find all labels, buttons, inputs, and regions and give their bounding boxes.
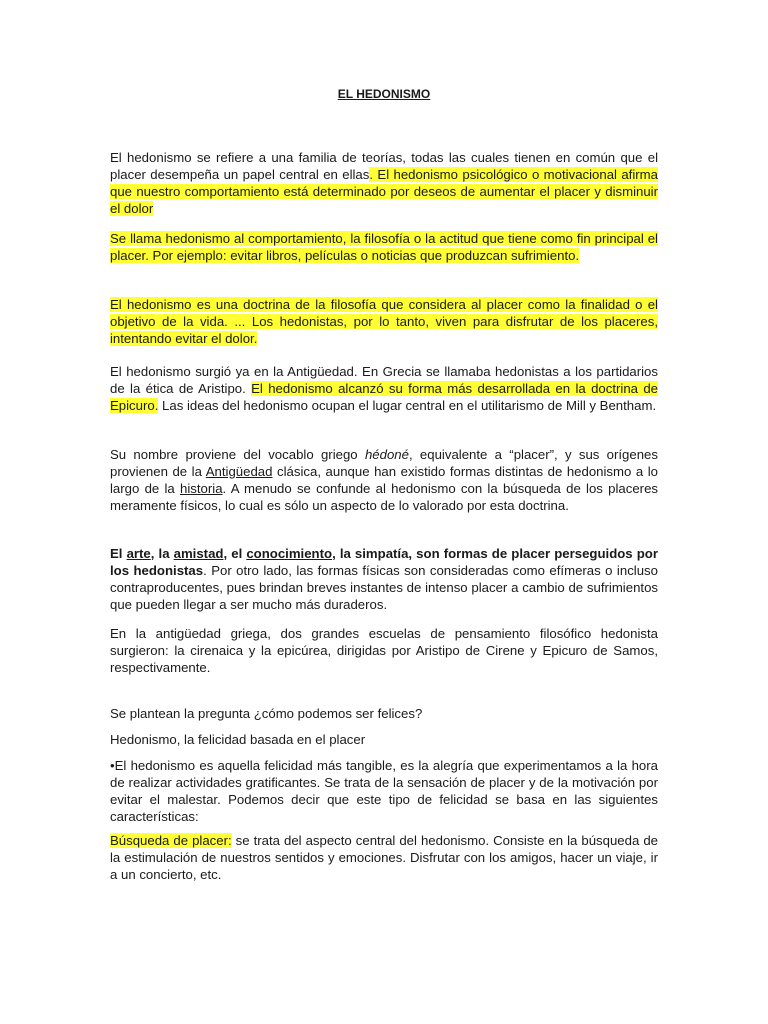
bold-text: El bbox=[110, 546, 127, 561]
bold-text: , la simpatía, son formas de placer perseguidos por los hedonistas bbox=[110, 546, 658, 578]
paragraph-text: . Por otro lado, las formas físicas son consideradas como efímeras o incluso contraproducentes, pues brindan breves instantes de intenso placer a cambio de sufrimientos que pueden llegar a ser mucho más duraderos. bbox=[110, 562, 658, 612]
paragraph-definition bbox=[110, 150, 658, 218]
highlighted-text: El hedonismo es una doctrina de la filosofía que considera al placer como la finalidad o el objetivo de la vida. ... Los hedonistas, por lo tanto, viven para disfrutar de los placeres, intentando evitar el dolor. bbox=[110, 297, 658, 346]
document-title: EL HEDONISMO bbox=[337, 87, 431, 101]
paragraph-origins bbox=[110, 364, 658, 415]
paragraph-text: Hedonismo, la felicidad basada en el placer bbox=[110, 732, 366, 747]
paragraph-text: , equivalente a “placer”, y sus orígenes provienen de la bbox=[110, 447, 658, 479]
paragraph-bullet bbox=[110, 758, 658, 826]
paragraph-behavior bbox=[110, 231, 658, 265]
link-antiguedad[interactable]: Antigüedad bbox=[205, 463, 273, 479]
paragraph-question bbox=[110, 706, 658, 723]
paragraph-text: El hedonismo surgió ya en la Antigüedad. En Grecia se llamaba hedonistas a los partidarios de la ética de Aristipo. bbox=[110, 364, 658, 396]
link-conocimiento[interactable]: conocimiento bbox=[246, 546, 333, 561]
greek-word: hédoné bbox=[364, 447, 409, 462]
link-historia[interactable]: historia bbox=[180, 480, 223, 496]
link-amistad[interactable]: amistad bbox=[173, 546, 224, 561]
paragraph-text: Las ideas del hedonismo ocupan el lugar central en el utilitarismo de Mill y Bentham. bbox=[158, 397, 657, 413]
paragraph-doctrine bbox=[110, 297, 658, 348]
highlighted-text: Búsqueda de placer: bbox=[110, 833, 232, 848]
bold-text: , el bbox=[223, 546, 247, 561]
paragraph-text: . A menudo se confunde al hedonismo con la búsqueda de los placeres meramente físicos, lo cual es sólo un aspecto de lo valorado por esta doctrina. bbox=[110, 480, 658, 513]
paragraph-forms-of-pleasure bbox=[110, 546, 658, 614]
paragraph-etymology bbox=[110, 447, 658, 515]
paragraph-search-pleasure bbox=[110, 833, 658, 884]
highlighted-text: . El hedonismo psicológico o motivacional afirma que nuestro comportamiento está determinado por deseos de aumentar el placer y disminuir el dolor bbox=[110, 166, 658, 216]
paragraph-text: se trata del aspecto central del hedonismo. Consiste en la búsqueda de la estimulación de nuestros sentidos y emociones. Disfrutar con los amigos, hacer un viaje, ir a un concierto, etc. bbox=[110, 833, 658, 882]
paragraph-text: Su nombre proviene del vocablo griego bbox=[110, 447, 365, 462]
paragraph-text: •El hedonismo es aquella felicidad más tangible, es la alegría que experimentamos a la hora de realizar actividades gratificantes. Se trata de la sensación de placer y de la motivación por evitar el malestar. Podemos decir que este tipo de felicidad se basa en las siguientes características: bbox=[110, 758, 658, 824]
paragraph-schools bbox=[110, 626, 658, 677]
paragraph-text: clásica, aunque han existido formas distintas de hedonismo a lo largo de la bbox=[110, 463, 659, 496]
highlighted-text: El hedonismo alcanzó su forma más desarrollada en la doctrina de Epicuro. bbox=[110, 380, 659, 413]
paragraph-subheading bbox=[110, 732, 658, 749]
bold-text: , la bbox=[150, 546, 174, 561]
paragraph-text: Se plantean la pregunta ¿cómo podemos ser felices? bbox=[110, 706, 423, 721]
paragraph-text: En la antigüedad griega, dos grandes escuelas de pensamiento filosófico hedonista surgieron: la cirenaica y la epicúrea, dirigidas por Aristipo de Cirene y Epicuro de Samos, respectivamente. bbox=[110, 626, 658, 675]
link-arte[interactable]: arte bbox=[126, 546, 151, 561]
paragraph-text: El hedonismo se refiere a una familia de teorías, todas las cuales tienen en común que el placer desempeña un papel central en ellas bbox=[110, 150, 658, 182]
highlighted-text: Se llama hedonismo al comportamiento, la filosofía o la actitud que tiene como fin principal el placer. Por ejemplo: evitar libros, películas o noticias que produzcan sufrimiento. bbox=[110, 231, 658, 263]
